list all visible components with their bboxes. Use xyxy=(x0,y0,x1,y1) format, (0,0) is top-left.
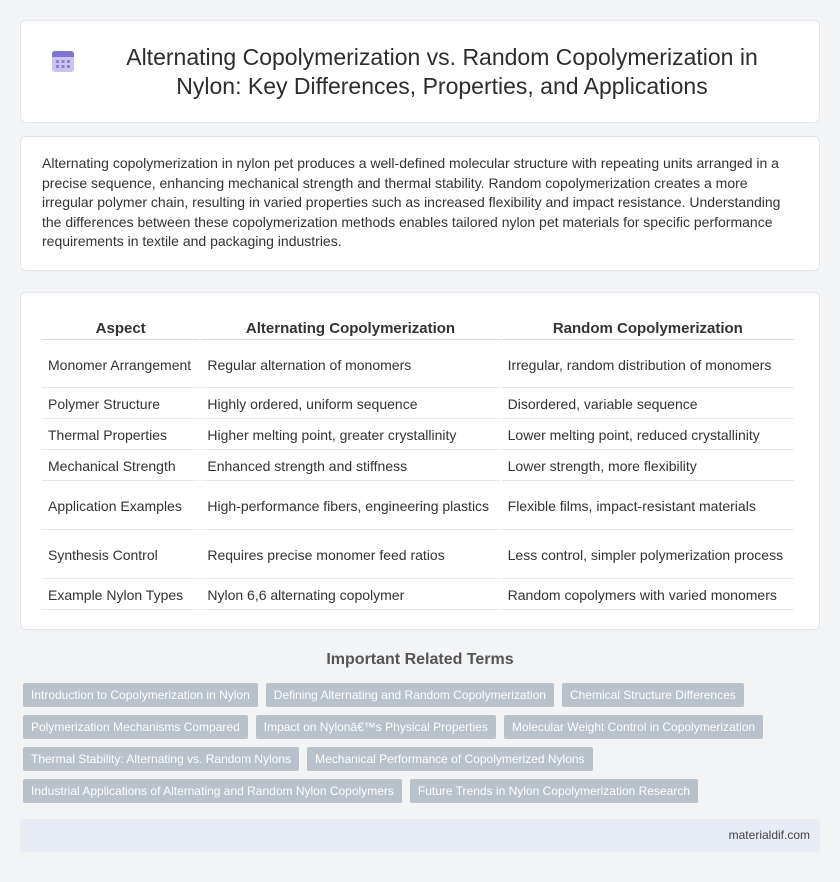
random-cell: Random copolymers with varied monomers xyxy=(502,581,794,610)
aspect-cell: Example Nylon Types xyxy=(42,581,199,610)
table-row xyxy=(42,390,794,419)
footer xyxy=(20,819,820,852)
footer-site-link[interactable]: materialdif.com xyxy=(728,828,810,842)
column-header-alternating: Alternating Copolymerization xyxy=(201,314,499,340)
related-term-tag[interactable]: Defining Alternating and Random Copolymerization xyxy=(266,683,554,707)
alternating-cell: High-performance fibers, engineering plastics xyxy=(201,483,499,530)
related-term-tag[interactable]: Polymerization Mechanisms Compared xyxy=(23,715,248,739)
related-terms-list xyxy=(23,683,813,811)
related-term-tag[interactable]: Chemical Structure Differences xyxy=(562,683,744,707)
related-term-tag[interactable]: Future Trends in Nylon Copolymerization Research xyxy=(410,779,698,803)
tag-row xyxy=(23,747,813,771)
calendar-icon xyxy=(50,48,76,74)
related-term-tag[interactable]: Industrial Applications of Alternating and Random Nylon Copolymers xyxy=(23,779,402,803)
table-row xyxy=(42,342,794,388)
table-header-row xyxy=(42,314,794,340)
tag-row xyxy=(23,683,813,707)
random-cell: Disordered, variable sequence xyxy=(502,390,794,419)
comparison-table-card xyxy=(20,292,820,630)
table-row xyxy=(42,421,794,450)
related-term-tag[interactable]: Introduction to Copolymerization in Nylon xyxy=(23,683,258,707)
related-term-tag[interactable]: Mechanical Performance of Copolymerized Nylons xyxy=(307,747,592,771)
table-row xyxy=(42,532,794,579)
random-cell: Irregular, random distribution of monomers xyxy=(502,342,794,388)
random-cell: Less control, simpler polymerization process xyxy=(502,532,794,579)
title-card xyxy=(20,20,820,123)
aspect-cell: Thermal Properties xyxy=(42,421,199,450)
random-cell: Lower strength, more flexibility xyxy=(502,452,794,481)
aspect-cell: Application Examples xyxy=(42,483,199,530)
related-term-tag[interactable]: Thermal Stability: Alternating vs. Random Nylons xyxy=(23,747,299,771)
title-wrap xyxy=(50,43,790,101)
column-header-random: Random Copolymerization xyxy=(502,314,794,340)
alternating-cell: Requires precise monomer feed ratios xyxy=(201,532,499,579)
column-header-aspect: Aspect xyxy=(42,314,199,340)
random-cell: Flexible films, impact-resistant materials xyxy=(502,483,794,530)
tag-row xyxy=(23,779,813,803)
alternating-cell: Highly ordered, uniform sequence xyxy=(201,390,499,419)
intro-paragraph: Alternating copolymerization in nylon pet produces a well-defined molecular structure with repeating units arranged in a precise sequence, enhancing mechanical strength and thermal stability. Random copolymerization creates a more irregular polymer chain, resulting in varied properties such as increased flexibility and impact resistance. Understanding the differences between these copolymerization methods enables tailored nylon pet materials for specific performance requirements in textile and packaging industries. xyxy=(42,155,781,249)
alternating-cell: Higher melting point, greater crystallinity xyxy=(201,421,499,450)
aspect-cell: Synthesis Control xyxy=(42,532,199,579)
related-term-tag[interactable]: Molecular Weight Control in Copolymerization xyxy=(504,715,763,739)
alternating-cell: Regular alternation of monomers xyxy=(201,342,499,388)
related-terms-heading: Important Related Terms xyxy=(326,651,514,668)
aspect-cell: Monomer Arrangement xyxy=(42,342,199,388)
intro-card xyxy=(20,136,820,271)
tag-row xyxy=(23,715,813,739)
alternating-cell: Nylon 6,6 alternating copolymer xyxy=(201,581,499,610)
table-row xyxy=(42,452,794,481)
aspect-cell: Polymer Structure xyxy=(42,390,199,419)
aspect-cell: Mechanical Strength xyxy=(42,452,199,481)
table-row xyxy=(42,483,794,530)
page-title: Alternating Copolymerization vs. Random Copolymerization in Nylon: Key Differences, Properties, and Applications xyxy=(126,43,758,99)
related-term-tag[interactable]: Impact on Nylonâ€™s Physical Properties xyxy=(256,715,496,739)
comparison-table xyxy=(40,312,796,612)
random-cell: Lower melting point, reduced crystallinity xyxy=(502,421,794,450)
alternating-cell: Enhanced strength and stiffness xyxy=(201,452,499,481)
table-row xyxy=(42,581,794,610)
